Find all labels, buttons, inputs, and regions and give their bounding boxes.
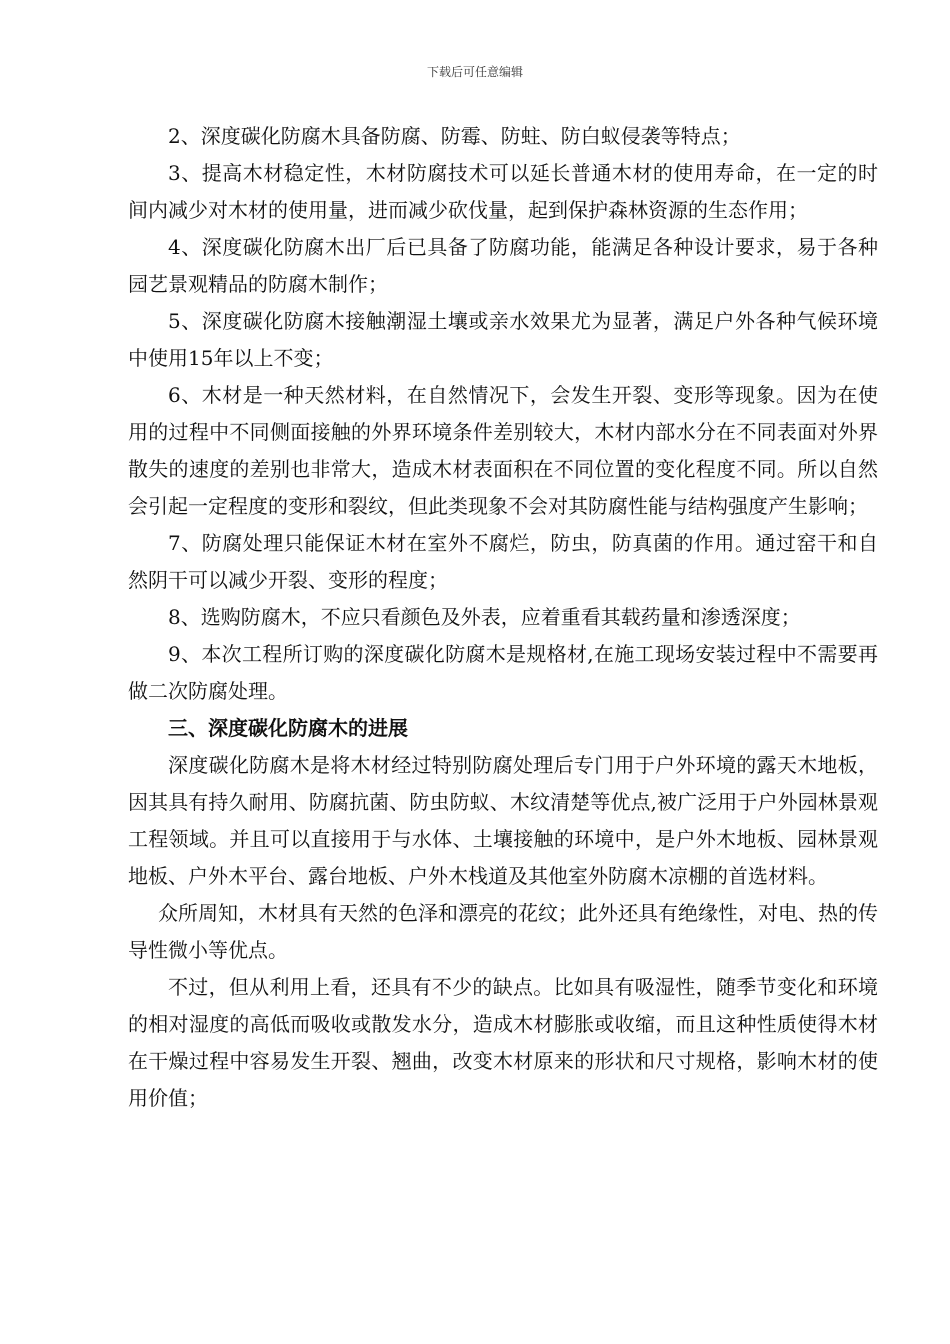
section-paragraph-drawbacks: 不过，但从利用上看，还具有不少的缺点。比如具有吸湿性，随季节变化和环境的相对湿度的高低而吸收或散发水分，造成木材膨胀或收缩，而且这种性质使得木材在干燥过程中容易发生开裂、翘曲，改变木材原来的形状和尺寸规格，影响木材的使用价值； <box>128 975 878 1110</box>
paragraph-item-8: 8、选购防腐木，不应只看颜色及外表，应着重看其载药量和渗透深度； <box>168 605 801 629</box>
document-body <box>128 118 878 1117</box>
paragraph-item-5: 5、深度碳化防腐木接触潮湿土壤或亲水效果尤为显著，满足户外各种气候环境中使用15年以上不变； <box>128 309 878 370</box>
paragraph-item-2: 2、深度碳化防腐木具备防腐、防霉、防蛀、防白蚁侵袭等特点； <box>168 124 741 148</box>
paragraph-item-3: 3、提高木材稳定性，木材防腐技术可以延长普通木材的使用寿命，在一定的时间内减少对木材的使用量，进而减少砍伐量，起到保护森林资源的生态作用； <box>128 161 878 222</box>
section-heading: 三、深度碳化防腐木的进展 <box>168 716 408 740</box>
paragraph-item-9: 9、本次工程所订购的深度碳化防腐木是规格材,在施工现场安装过程中不需要再做二次防腐处理。 <box>128 642 878 703</box>
paragraph-item-6: 6、木材是一种天然材料，在自然情况下，会发生开裂、变形等现象。因为在使用的过程中不同侧面接触的外界环境条件差别较大，木材内部水分在不同表面对外界散失的速度的差别也非常大，造成木材表面积在不同位置的变化程度不同。所以自然会引起一定程度的变形和裂纹，但此类现象不会对其防腐性能与结构强度产生影响； <box>128 383 878 518</box>
section-paragraph-intro: 深度碳化防腐木是将木材经过特别防腐处理后专门用于户外环境的露天木地板，因其具有持久耐用、防腐抗菌、防虫防蚁、木纹清楚等优点,被广泛用于户外园林景观工程领域。并且可以直接用于与水体、土壤接触的环境中，是户外木地板、园林景观地板、户外木平台、露台地板、户外木栈道及其他室外防腐木凉棚的首选材料。 <box>128 753 878 888</box>
paragraph-item-7: 7、防腐处理只能保证木材在室外不腐烂，防虫，防真菌的作用。通过窑干和自然阴干可以减少开裂、变形的程度； <box>128 531 878 592</box>
page-header: 下载后可任意编辑 <box>426 65 523 79</box>
paragraph-item-4: 4、深度碳化防腐木出厂后已具备了防腐功能，能满足各种设计要求，易于各种园艺景观精品的防腐木制作； <box>128 235 878 296</box>
section-paragraph-properties: 众所周知，木材具有天然的色泽和漂亮的花纹；此外还具有绝缘性，对电、热的传导性微小等优点。 <box>128 901 878 962</box>
